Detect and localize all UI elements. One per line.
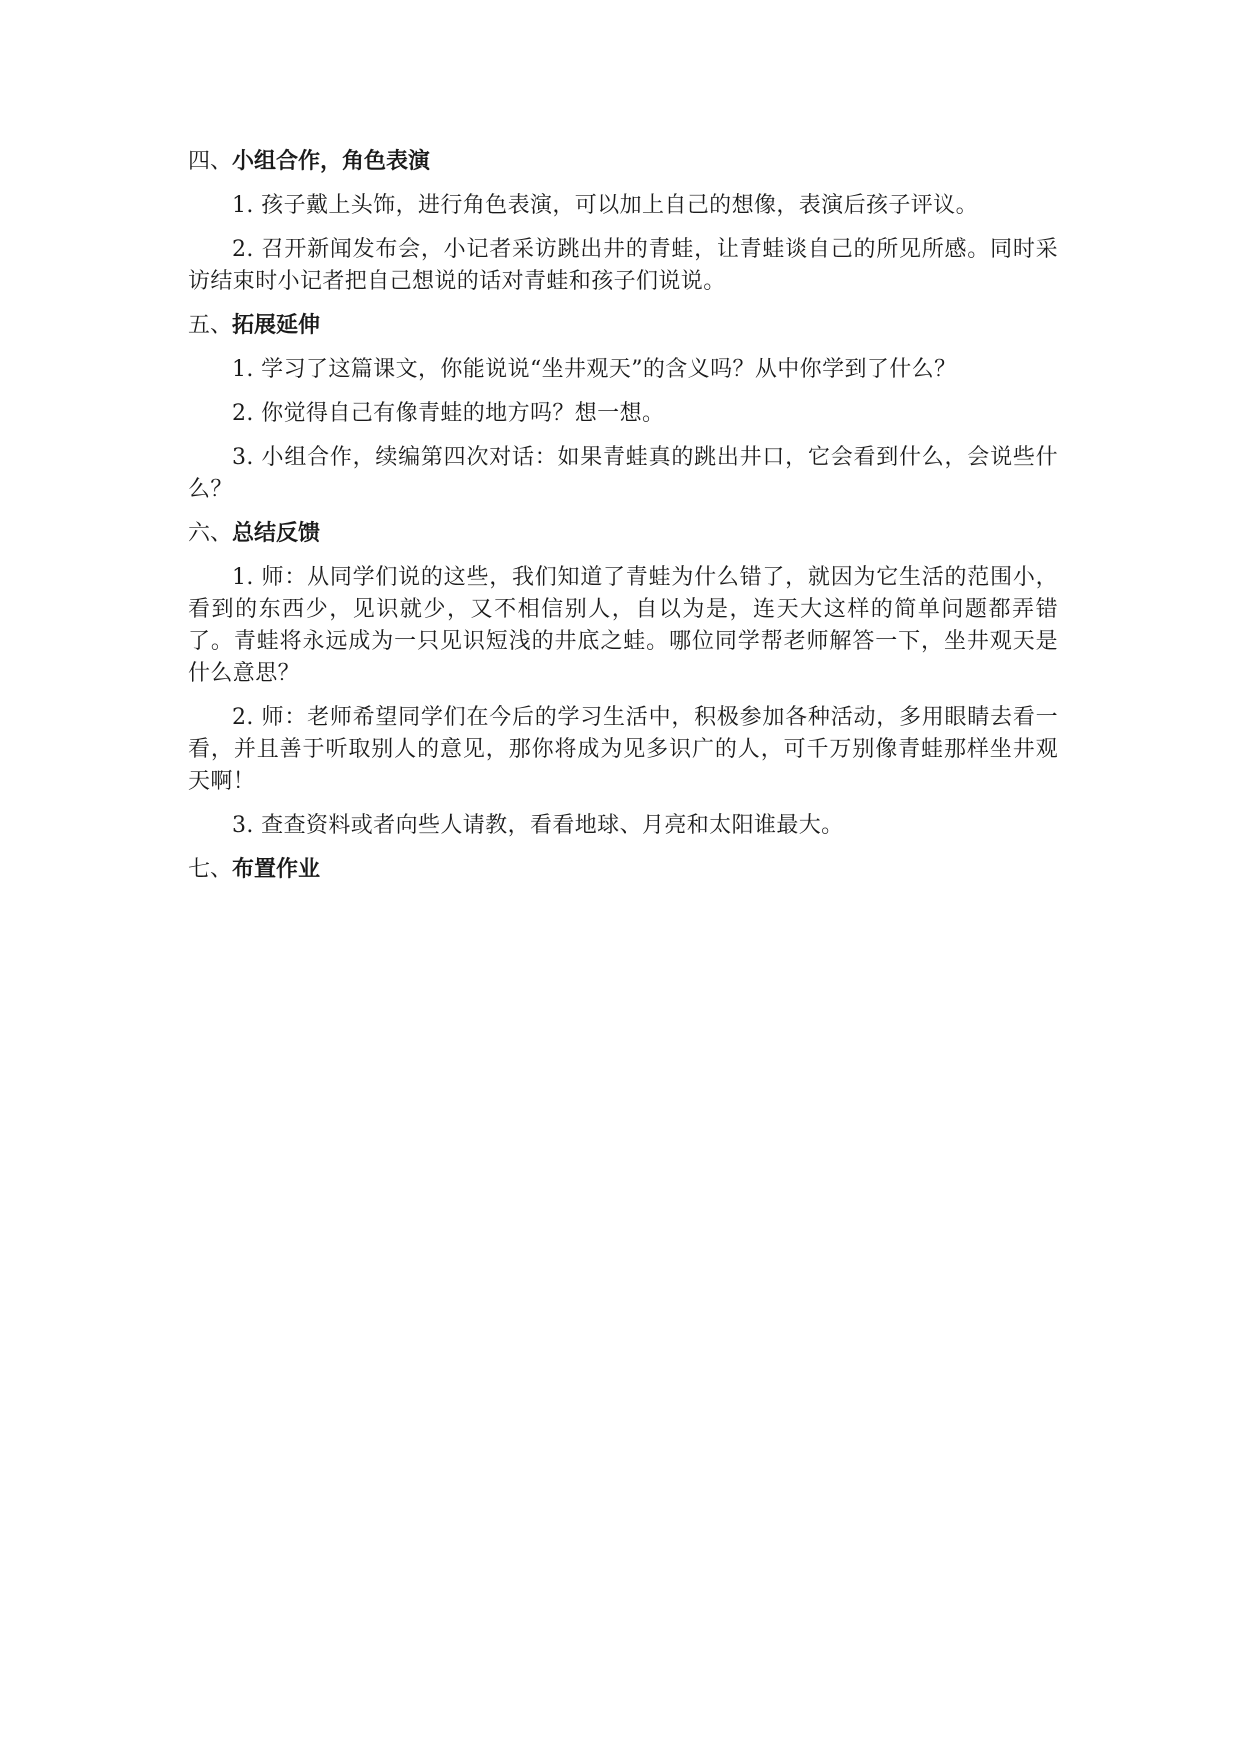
section-number: 四、 <box>188 149 233 174</box>
list-item: 1. 孩子戴上头饰，进行角色表演，可以加上自己的想像，表演后孩子评议。 <box>232 193 978 218</box>
section-heading <box>188 146 1058 178</box>
section-heading <box>188 518 1058 550</box>
list-item: 1. 师：从同学们说的这些，我们知道了青蛙为什么错了，就因为它生活的范围小，看到的东西少，见识就少，又不相信别人，自以为是，连天大这样的简单问题都弄错了。青蛙将永远成为一只见识短浅的井底之蛙。哪位同学帮老师解答一下，坐井观天是什么意思？ <box>188 565 1058 686</box>
list-item: 2. 你觉得自己有像青蛙的地方吗？想一想。 <box>232 401 665 426</box>
section-heading <box>188 854 1058 886</box>
section-number: 六、 <box>188 521 233 546</box>
list-item: 3. 小组合作，续编第四次对话：如果青蛙真的跳出井口，它会看到什么，会说些什么？ <box>188 445 1058 502</box>
section-heading <box>188 310 1058 342</box>
section-title: 总结反馈 <box>232 521 321 546</box>
section-number: 七、 <box>188 857 233 882</box>
document-body <box>188 146 1058 898</box>
list-item: 2. 召开新闻发布会，小记者采访跳出井的青蛙，让青蛙谈自己的所见所感。同时采访结束时小记者把自己想说的话对青蛙和孩子们说说。 <box>188 237 1058 294</box>
section-title: 布置作业 <box>232 857 321 882</box>
list-item: 2. 师：老师希望同学们在今后的学习生活中，积极参加各种活动，多用眼睛去看一看，并且善于听取别人的意见，那你将成为见多识广的人，可千万别像青蛙那样坐井观天啊！ <box>188 705 1058 794</box>
list-item: 1. 学习了这篇课文，你能说说“坐井观天”的含义吗？从中你学到了什么？ <box>232 357 957 382</box>
section-title: 拓展延伸 <box>232 313 321 338</box>
section-title: 小组合作，角色表演 <box>232 149 431 174</box>
section-number: 五、 <box>188 313 233 338</box>
list-item: 3. 查查资料或者向些人请教，看看地球、月亮和太阳谁最大。 <box>232 813 844 838</box>
